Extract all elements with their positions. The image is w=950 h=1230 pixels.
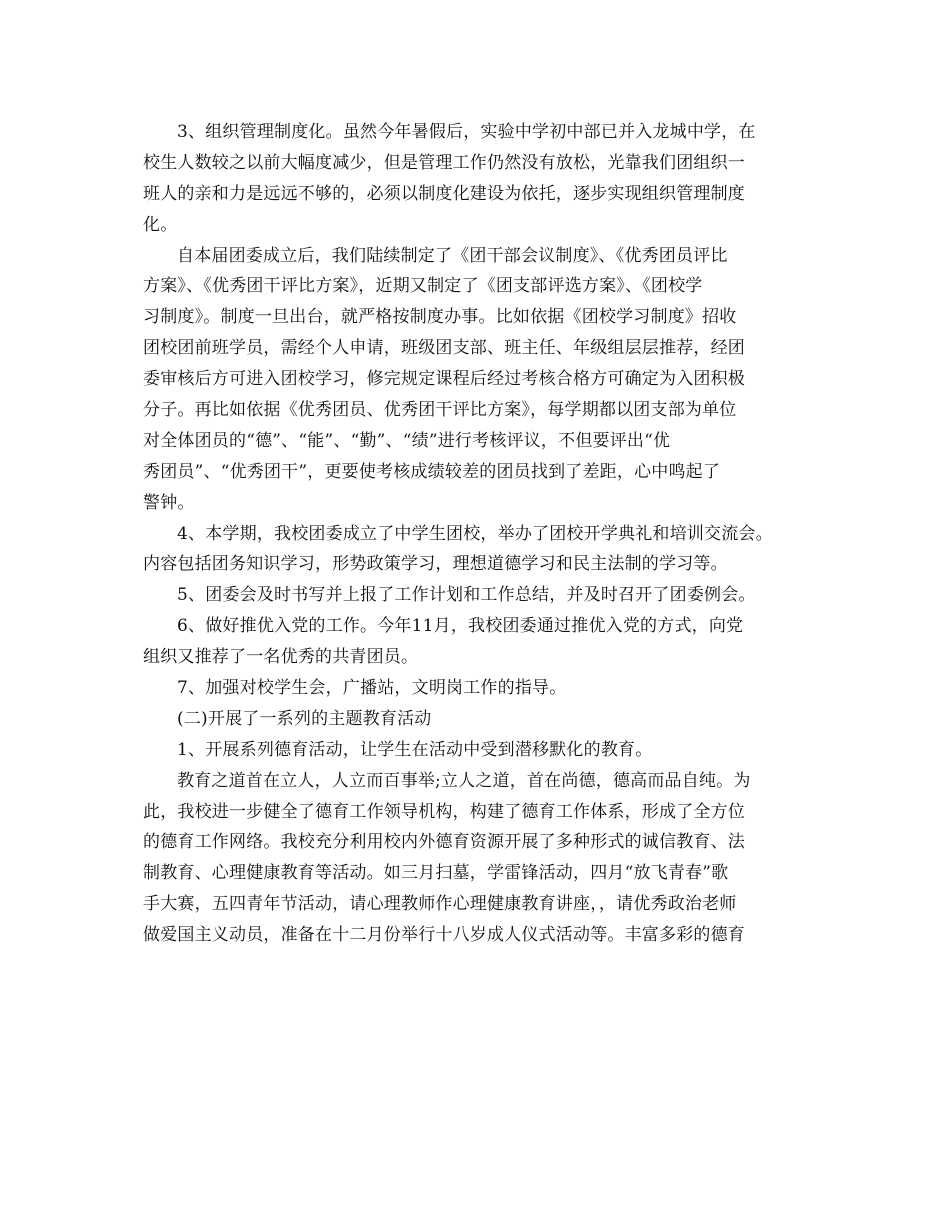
text-line: 教育之道首在立人，人立而百事举;立人之道，首在尚德，德高而品自纯。为 xyxy=(177,770,751,791)
text-line: 手大赛，五四青年节活动，请心理教师作心理健康教育讲座，，请优秀政治老师 xyxy=(143,894,737,915)
text-line: 团校团前班学员，需经个人申请，班级团支部、班主任、年级组层层推荐，经团 xyxy=(143,338,745,359)
text-line: 化。 xyxy=(143,214,178,235)
text-line: 自本届团委成立后，我们陆续制定了《团干部会议制度》、《优秀团员评比 xyxy=(177,245,728,266)
text-line: 的德育工作网络。我校充分利用校内外德育资源开展了多种形式的诚信教育、法 xyxy=(143,832,745,853)
text-line: 组织又推荐了一名优秀的共青团员。 xyxy=(143,647,419,668)
text-line: 分子。再比如依据《优秀团员、优秀团干评比方案》，每学期都以团支部为单位 xyxy=(143,400,737,421)
text-line: 5、团委会及时书写并上报了工作计划和工作总结，并及时召开了团委例会。 xyxy=(177,585,756,606)
text-line: (二)开展了一系列的主题教育活动 xyxy=(177,708,432,729)
text-line: 内容包括团务知识学习，形势政策学习，理想道德学习和民主法制的学习等。 xyxy=(143,554,728,575)
text-line: 4、本学期，我校团委成立了中学生团校，举办了团校开学典礼和培训交流会。 xyxy=(177,523,773,544)
text-line: 警钟。 xyxy=(143,492,195,513)
text-line: 1、开展系列德育活动，让学生在活动中受到潜移默化的教育。 xyxy=(177,739,653,760)
text-line: 秀团员”、“优秀团干”，更要使考核成绩较差的团员找到了差距，心中鸣起了 xyxy=(143,461,721,482)
text-line: 对全体团员的“德”、“能”、“勤”、“绩”进行考核评议，不但要评出“优 xyxy=(143,430,671,451)
text-line: 做爱国主义动员，准备在十二月份举行十八岁成人仪式活动等。丰富多彩的德育 xyxy=(143,925,745,946)
text-line: 制教育、心理健康教育等活动。如三月扫墓，学雷锋活动，四月“放飞青春”歌 xyxy=(143,863,729,884)
text-line: 7、加强对校学生会，广播站，文明岗工作的指导。 xyxy=(177,678,567,699)
text-line: 校生人数较之以前大幅度减少，但是管理工作仍然没有放松，光靠我们团组织一 xyxy=(143,152,745,173)
text-line: 3、组织管理制度化。虽然今年暑假后，实验中学初中部已并入龙城中学，在 xyxy=(177,122,756,142)
body-text xyxy=(143,117,833,951)
text-line: 委审核后方可进入团校学习，修完规定课程后经过考核合格方可确定为入团积极 xyxy=(143,369,745,390)
text-line: 班人的亲和力是远远不够的，必须以制度化建设为依托，逐步实现组织管理制度 xyxy=(143,183,745,204)
text-line: 习制度》。制度一旦出台，就严格按制度办事。比如依据《团校学习制度》招收 xyxy=(143,307,737,328)
text-line: 此，我校进一步健全了德育工作领导机构，构建了德育工作体系，形成了全方位 xyxy=(143,801,745,822)
text-line: 6、做好推优入党的工作。今年11月，我校团委通过推优入党的方式，向党 xyxy=(177,616,744,637)
text-line: 方案》、《优秀团干评比方案》，近期又制定了《团支部评选方案》、《团校学 xyxy=(143,276,703,297)
